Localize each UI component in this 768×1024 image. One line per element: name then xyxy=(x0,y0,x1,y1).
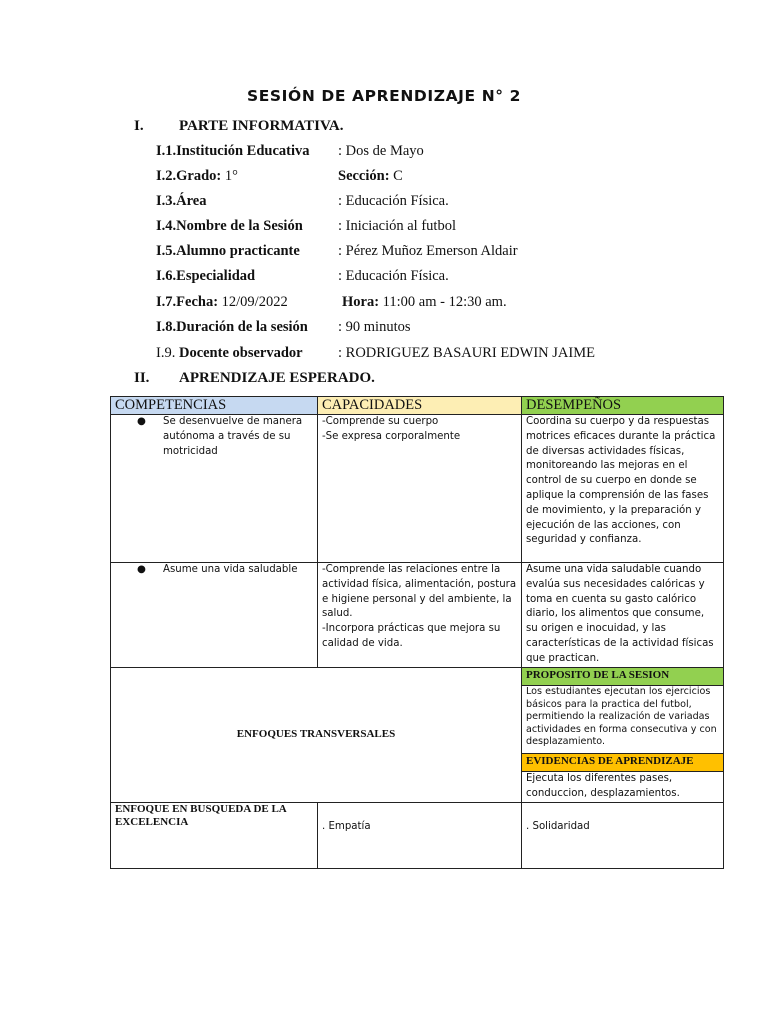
section-label: APRENDIZAJE ESPERADO. xyxy=(179,370,375,386)
info-value: 12/09/2022 xyxy=(218,294,288,310)
desempeno-cell: Coordina su cuerpo y da respuestas motrices eficaces durante la práctica de diversas actividades físicas, monitoreando las mejoras en el control de su cuerpo en donde se aplique la comprensión de las fases de movimiento, y la preparación y ejecución de las acciones, con seguridad y confianza. xyxy=(522,415,724,563)
info-value: : Educación Física. xyxy=(338,268,449,284)
capacidad-item: -Comprende las relaciones entre la actividad física, alimentación, postura e higiene personal y del ambiente, la salud. xyxy=(322,564,517,620)
capacidades-cell xyxy=(318,415,522,563)
info-label: Duración de la sesión xyxy=(176,319,308,335)
page-title: SESIÓN DE APRENDIZAJE N° 2 xyxy=(246,87,522,105)
header-capacidades: CAPACIDADES xyxy=(318,397,522,415)
section-number: II. xyxy=(134,370,150,386)
info-row-area xyxy=(156,193,449,210)
capacidad-item: -Se expresa corporalmente xyxy=(322,430,461,442)
info-value: : 90 minutos xyxy=(338,319,411,335)
table-row xyxy=(111,802,724,868)
info-row-duracion xyxy=(156,319,411,336)
info-value: : RODRIGUEZ BASAURI EDWIN JAIME xyxy=(338,345,595,361)
info-number: I.9. xyxy=(156,345,176,361)
evidencias-text: Ejecuta los diferentes pases, conduccion, desplazamientos. xyxy=(522,772,724,803)
capacidad-item: -Comprende su cuerpo xyxy=(322,416,439,427)
info-number: I.6. xyxy=(156,268,177,284)
info-number: I.8. xyxy=(156,319,177,335)
table-row xyxy=(111,415,724,563)
info-label: Fecha: xyxy=(176,294,219,310)
proposito-text: Los estudiantes ejecutan los ejercicios básicos para la practica del futbol, permitiendo la realización de variadas actividades en forma consecutiva y con desplazamiento. xyxy=(522,686,724,754)
info-row-institucion xyxy=(156,143,424,160)
header-desempenos: DESEMPEÑOS xyxy=(522,397,724,415)
capacidades-cell xyxy=(318,563,522,668)
info-value-secondary: C xyxy=(389,168,403,184)
info-number: I.3. xyxy=(156,193,177,209)
info-number: I.2. xyxy=(156,168,177,184)
learning-table xyxy=(110,396,724,869)
info-label-secondary: Hora: xyxy=(342,294,380,310)
info-row-especialidad xyxy=(156,268,449,285)
valor-solidaridad: . Solidaridad xyxy=(522,802,724,868)
competencia-cell xyxy=(111,563,318,668)
competencia-text: Se desenvuelve de manera autónoma a través de su motricidad xyxy=(163,416,303,457)
info-label-secondary: Sección: xyxy=(338,168,390,184)
info-value-secondary: 11:00 am - 12:30 am. xyxy=(379,294,507,310)
info-number: I.1. xyxy=(156,143,177,159)
valor-empatia: . Empatía xyxy=(318,802,522,868)
capacidad-item: -Incorpora prácticas que mejora su calidad de vida. xyxy=(322,623,501,649)
competencia-text: Asume una vida saludable xyxy=(163,564,298,575)
info-value: : Dos de Mayo xyxy=(338,143,424,159)
evidencias-header: EVIDENCIAS DE APRENDIZAJE xyxy=(522,754,724,772)
info-value: : Educación Física. xyxy=(338,193,449,209)
enfoques-transversales-label: ENFOQUES TRANSVERSALES xyxy=(111,668,522,803)
enfoque-name: ENFOQUE EN BUSQUEDA DE LA EXCELENCIA xyxy=(111,802,318,868)
info-row-nombre-sesion xyxy=(156,218,456,235)
section-label: PARTE INFORMATIVA. xyxy=(179,118,344,134)
info-label: Alumno practicante xyxy=(176,243,300,259)
info-label: Nombre de la Sesión xyxy=(176,218,303,234)
header-competencias: COMPETENCIAS xyxy=(111,397,318,415)
info-number: I.5. xyxy=(156,243,177,259)
info-label: Área xyxy=(176,193,207,209)
info-row-grado xyxy=(156,168,403,185)
bullet-icon: ● xyxy=(137,564,146,575)
info-number: I.7. xyxy=(156,294,177,310)
info-row-docente xyxy=(156,345,595,362)
desempeno-cell: Asume una vida saludable cuando evalúa sus necesidades calóricas y toma en cuenta su gasto calórico diario, los alimentos que consume, su origen e inocuidad, y las características de la actividad físicas que practican. xyxy=(522,563,724,668)
info-label: Docente observador xyxy=(178,345,303,361)
info-value: 1° xyxy=(221,168,238,184)
proposito-header: PROPOSITO DE LA SESION xyxy=(522,668,724,686)
table-row xyxy=(111,668,724,686)
info-number: I.4. xyxy=(156,218,177,234)
info-row-fecha xyxy=(156,294,507,311)
table-row xyxy=(111,563,724,668)
section-number: I. xyxy=(134,118,144,134)
info-label: Grado: xyxy=(176,168,222,184)
table-header-row xyxy=(111,397,724,415)
bullet-icon: ● xyxy=(137,416,146,427)
info-label: Institución Educativa xyxy=(176,143,310,159)
info-value: : Pérez Muñoz Emerson Aldair xyxy=(338,243,518,259)
info-label: Especialidad xyxy=(176,268,256,284)
info-row-alumno xyxy=(156,243,518,260)
info-value: : Iniciación al futbol xyxy=(338,218,456,234)
competencia-cell xyxy=(111,415,318,563)
